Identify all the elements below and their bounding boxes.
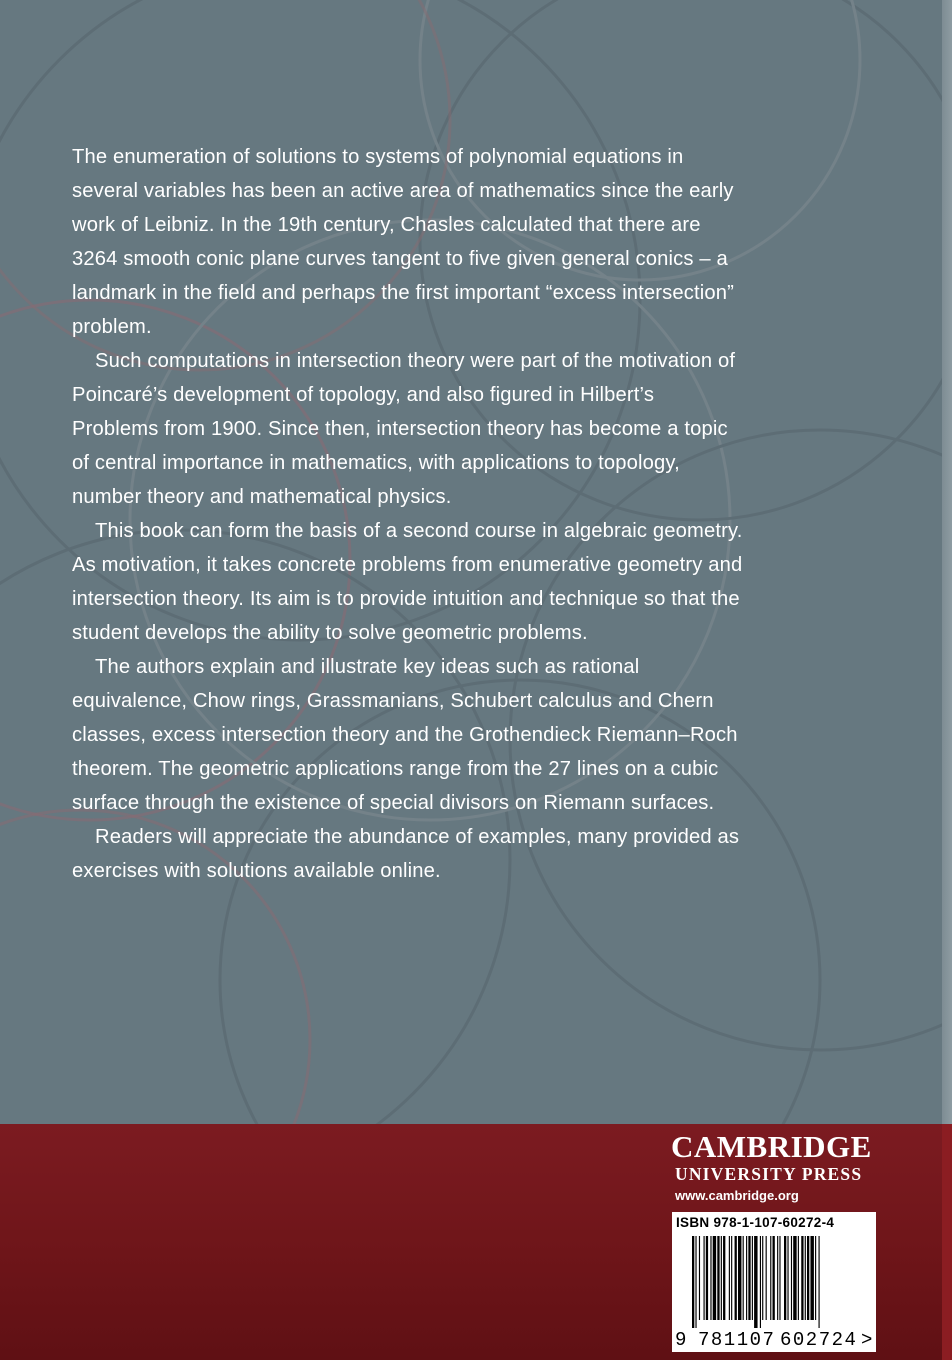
publisher-url: www.cambridge.org xyxy=(675,1188,799,1203)
barcode-bar xyxy=(801,1236,803,1320)
barcode-bar xyxy=(819,1236,820,1328)
barcode-bar xyxy=(805,1236,806,1320)
publisher-logo xyxy=(671,1131,883,1205)
isbn-label: ISBN 978-1-107-60272-4 xyxy=(676,1215,835,1230)
spine-edge-red xyxy=(942,1124,952,1360)
barcode-bar xyxy=(754,1236,757,1328)
barcode-bar xyxy=(760,1236,761,1328)
publisher-subtitle: UNIVERSITY PRESS xyxy=(675,1164,863,1184)
barcode-bar xyxy=(699,1236,700,1320)
blurb-text xyxy=(72,140,744,888)
barcode-graphic xyxy=(672,1212,876,1352)
blurb-paragraph-1: The enumeration of solutions to systems of polynomial equations in several variables has been an active area of mathematics since the early work of Leibniz. In the 19th century, Chasles calculated that there are 3264 smooth conic plane curves tangent to five given general conics – a landmark in the field and perhaps the first important “excess intersection” problem. xyxy=(72,146,735,338)
barcode-bar xyxy=(723,1236,725,1320)
barcode-bar xyxy=(787,1236,788,1320)
barcode-bar xyxy=(798,1236,799,1320)
barcode-bar xyxy=(784,1236,786,1320)
barcode-bar xyxy=(807,1236,809,1320)
isbn-barcode xyxy=(672,1212,876,1352)
barcode-bar xyxy=(748,1236,750,1320)
barcode-digit-lead: 9 xyxy=(675,1329,687,1351)
barcode-bar xyxy=(773,1236,775,1320)
barcode-bar xyxy=(738,1236,741,1320)
blurb-paragraph-5: Readers will appreciate the abundance of examples, many provided as exercises with solutions available online. xyxy=(72,826,740,882)
publisher-name: CAMBRIDGE xyxy=(671,1129,872,1164)
barcode-bar xyxy=(721,1236,722,1320)
barcode-bar xyxy=(815,1236,816,1320)
barcode-bar xyxy=(762,1236,763,1320)
barcode-bar xyxy=(770,1236,771,1320)
barcode-bar xyxy=(710,1236,711,1320)
blurb-paragraph-4: The authors explain and illustrate key ideas such as rational equivalence, Chow rings, Grassmanians, Schubert calculus and Chern classes, excess intersection theory and the Grothendieck Riemann–Roch theorem. The geometric applications range from the 27 lines on a cubic surface through the existence of special divisors on Riemann surfaces. xyxy=(72,656,738,814)
barcode-digits-left: 781107 xyxy=(698,1329,776,1351)
barcode-end-mark: > xyxy=(861,1329,873,1351)
barcode-bar xyxy=(729,1236,730,1320)
barcode-bar xyxy=(791,1236,792,1320)
barcode-bar xyxy=(793,1236,796,1320)
barcode-bar xyxy=(695,1236,696,1328)
blurb-paragraph-2: Such computations in intersection theory were part of the motivation of Poincaré’s development of topology, and also figured in Hilbert’s Problems from 1900. Since then, intersection theory has become a topic of central importance in mathematics, with applications to topology, number theory and mathematical physics. xyxy=(72,350,736,508)
barcode-bar xyxy=(752,1236,753,1320)
barcode-bar xyxy=(717,1236,719,1320)
barcode-digits-right: 602724 xyxy=(780,1329,858,1351)
barcode-bar xyxy=(692,1236,694,1328)
barcode-bar xyxy=(731,1236,732,1320)
barcode-bar xyxy=(766,1236,767,1320)
barcode-bars xyxy=(692,1236,820,1328)
barcode-bar xyxy=(743,1236,744,1320)
barcode-bar xyxy=(704,1236,705,1320)
barcode-bar xyxy=(713,1236,716,1320)
barcode-bar xyxy=(779,1236,780,1320)
barcode-bar xyxy=(706,1236,708,1320)
blurb-paragraph-3: This book can form the basis of a second course in algebraic geometry. As motivation, it takes concrete problems from enumerative geometry and intersection theory. Its aim is to provide intuition and technique so that the student develops the ability to solve geometric problems. xyxy=(72,520,743,644)
barcode-bar xyxy=(777,1236,778,1320)
barcode-bar xyxy=(746,1236,747,1320)
barcode-bar xyxy=(735,1236,737,1320)
barcode-bar xyxy=(810,1236,813,1320)
